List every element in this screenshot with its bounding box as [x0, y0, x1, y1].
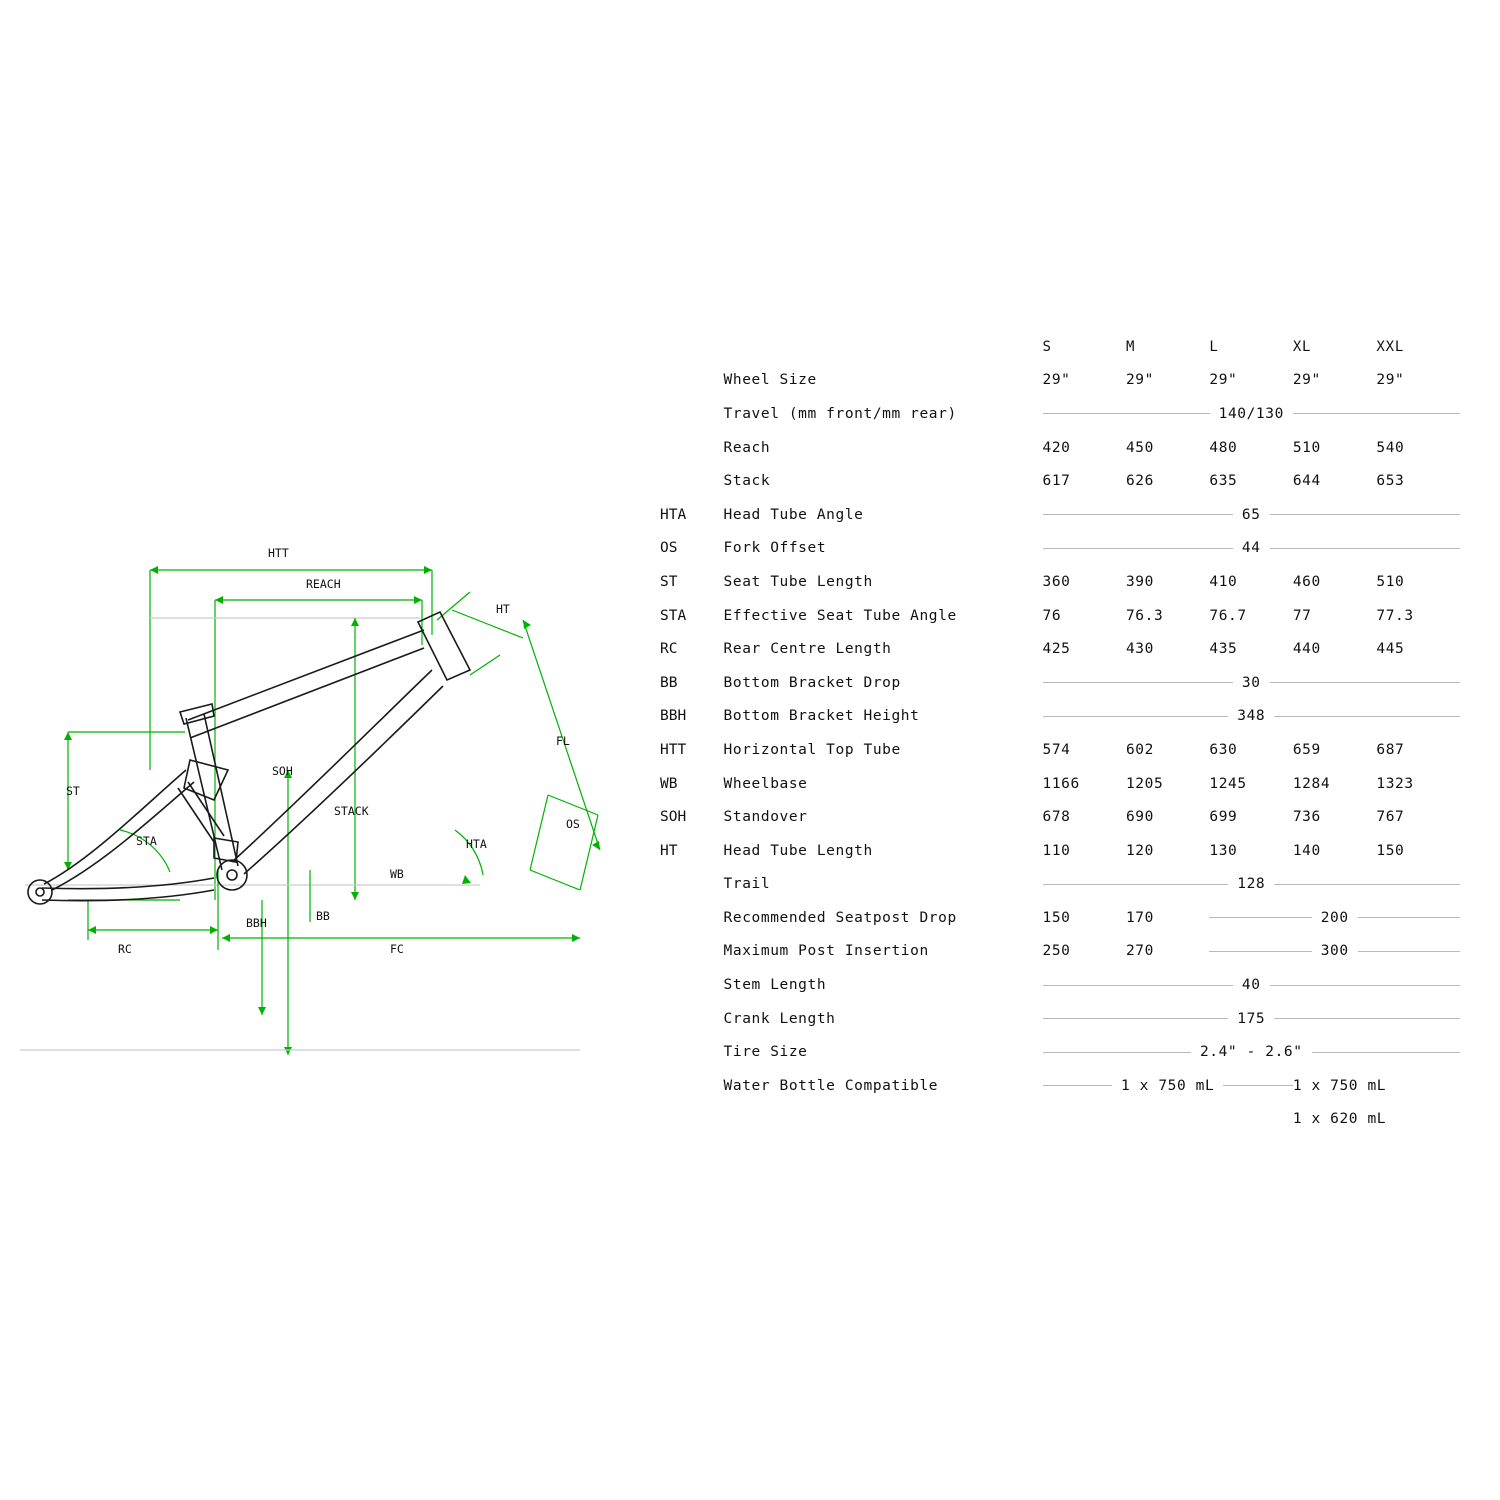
table-row — [660, 834, 1460, 868]
row-abbreviation: BB — [660, 674, 678, 691]
spanning-value: 128 — [1043, 868, 1460, 902]
table-row — [660, 431, 1460, 465]
callout-sta: STA — [136, 834, 157, 848]
callout-htt: HTT — [268, 546, 289, 560]
row-abbreviation — [660, 464, 724, 498]
cell-value: 630 — [1209, 741, 1238, 758]
cell-value: 130 — [1209, 842, 1238, 859]
row-label: Stack — [723, 473, 771, 490]
callout-reach: REACH — [306, 577, 341, 591]
callout-wb: WB — [390, 867, 404, 881]
callout-st: ST — [66, 784, 80, 798]
row-abbreviation: BBH — [660, 708, 687, 725]
spanning-value: 348 — [1043, 700, 1460, 734]
row-abbreviation — [660, 1002, 724, 1036]
row-label: Trail — [723, 876, 771, 893]
cell-value: 425 — [1042, 641, 1071, 658]
cell-value: 435 — [1209, 641, 1238, 658]
callout-bb: BB — [316, 909, 330, 923]
cell-value: 736 — [1292, 809, 1321, 826]
spanning-value: 140/130 — [1043, 397, 1460, 431]
row-label: Fork Offset — [723, 540, 827, 557]
row-label: Recommended Seatpost Drop — [723, 909, 957, 926]
row-abbreviation — [660, 1069, 724, 1103]
spanning-value: 1 x 750 mL — [1043, 1069, 1293, 1103]
row-label: Reach — [723, 439, 771, 456]
row-abbreviation — [660, 397, 724, 431]
row-abbreviation: WB — [660, 775, 678, 792]
callout-fl: FL — [556, 734, 570, 748]
row-label: Rear Centre Length — [723, 641, 892, 658]
table-row — [660, 800, 1460, 834]
cell-value: 1166 — [1042, 775, 1080, 792]
cell-value: 678 — [1042, 809, 1071, 826]
callout-soh: SOH — [272, 764, 293, 778]
geometry-table — [660, 330, 1460, 1136]
cell-value: 150 — [1376, 842, 1405, 859]
row-label: Standover — [723, 809, 808, 826]
callout-hta: HTA — [466, 837, 487, 851]
table-row — [660, 498, 1460, 532]
cell-value: 767 — [1376, 809, 1405, 826]
cell-value: 250 — [1042, 943, 1071, 960]
cell-value: 1245 — [1209, 775, 1247, 792]
cell-value: 653 — [1376, 473, 1405, 490]
row-label: Bottom Bracket Drop — [723, 674, 901, 691]
cell-value: 410 — [1209, 573, 1238, 590]
row-abbreviation — [660, 868, 724, 902]
row-label: Head Tube Angle — [723, 506, 864, 523]
row-abbreviation — [660, 901, 724, 935]
water-bottle-note: 1 x 620 mL — [1292, 1111, 1387, 1128]
cell-value: 76.7 — [1209, 607, 1247, 624]
row-abbreviation — [660, 431, 724, 465]
cell-value: 1205 — [1125, 775, 1164, 792]
row-label: Effective Seat Tube Angle — [723, 607, 957, 624]
cell-value: 635 — [1209, 473, 1238, 490]
table-row — [660, 868, 1460, 902]
row-label: Maximum Post Insertion — [723, 943, 929, 960]
size-header-xxl: XXL — [1376, 338, 1405, 355]
cell-value: 687 — [1376, 741, 1405, 758]
cell-value: 110 — [1042, 842, 1071, 859]
cell-value: 617 — [1042, 473, 1071, 490]
cell-value: 29" — [1042, 372, 1071, 389]
cell-value: 644 — [1292, 473, 1321, 490]
cell-value: 120 — [1125, 842, 1154, 859]
callout-ht: HT — [496, 602, 510, 616]
cell-value: 480 — [1209, 439, 1238, 456]
table-body — [660, 364, 1460, 1137]
cell-value: 76 — [1042, 607, 1062, 624]
table-row — [660, 700, 1460, 734]
table-row — [660, 935, 1460, 969]
row-label: Wheelbase — [723, 775, 808, 792]
geometry-spec-table — [660, 330, 1460, 1136]
table-row — [660, 532, 1460, 566]
row-abbreviation: SOH — [660, 809, 687, 826]
cell-value: 140 — [1292, 842, 1321, 859]
row-abbreviation — [660, 1103, 724, 1137]
cell-value: 150 — [1042, 909, 1071, 926]
cell-value: 29" — [1376, 372, 1405, 389]
callout-os: OS — [566, 817, 580, 831]
cell-value: 1323 — [1376, 775, 1414, 792]
row-abbreviation: RC — [660, 641, 678, 658]
cell-value: 170 — [1125, 909, 1154, 926]
cell-value: 690 — [1125, 809, 1154, 826]
spanning-value: 200 — [1209, 901, 1460, 935]
row-abbreviation: HTA — [660, 506, 687, 523]
cell-value: 440 — [1292, 641, 1321, 658]
callout-stack: STACK — [334, 804, 369, 818]
callout-rc: RC — [118, 942, 132, 956]
row-label: Bottom Bracket Height — [723, 708, 920, 725]
cell-value: 510 — [1376, 573, 1405, 590]
cell-value: 510 — [1292, 439, 1321, 456]
table-row — [660, 599, 1460, 633]
table-row — [660, 733, 1460, 767]
spanning-value: 40 — [1043, 968, 1460, 1002]
bike-geometry-diagram — [0, 470, 660, 1130]
table-row-note — [660, 1103, 1460, 1137]
table-row — [660, 364, 1460, 398]
table-row — [660, 632, 1460, 666]
table-row — [660, 666, 1460, 700]
row-abbreviation: OS — [660, 540, 678, 557]
row-label: Crank Length — [723, 1010, 836, 1027]
spanning-value: 30 — [1043, 666, 1460, 700]
table-row — [660, 1035, 1460, 1069]
cell-value: 460 — [1292, 573, 1321, 590]
spanning-value: 1 x 750 mL — [1292, 1077, 1387, 1094]
table-row — [660, 1069, 1460, 1103]
table-row — [660, 901, 1460, 935]
cell-value: 574 — [1042, 741, 1071, 758]
spanning-value: 175 — [1043, 1002, 1460, 1036]
row-abbreviation — [660, 968, 724, 1002]
cell-value: 77.3 — [1376, 607, 1414, 624]
cell-value: 1284 — [1292, 775, 1331, 792]
row-abbreviation — [660, 935, 724, 969]
cell-value: 445 — [1376, 641, 1405, 658]
table-row — [660, 464, 1460, 498]
cell-value: 699 — [1209, 809, 1238, 826]
row-abbreviation — [660, 364, 724, 398]
cell-value: 29" — [1125, 372, 1154, 389]
cell-value: 540 — [1376, 439, 1405, 456]
size-header-xl: XL — [1292, 338, 1312, 355]
size-header-m: M — [1125, 338, 1136, 355]
row-label: Water Bottle Compatible — [723, 1077, 939, 1094]
spanning-value: 2.4" - 2.6" — [1043, 1035, 1460, 1069]
cell-value: 390 — [1125, 573, 1154, 590]
cell-value: 430 — [1125, 641, 1154, 658]
table-row — [660, 397, 1460, 431]
row-label: Tire Size — [723, 1044, 808, 1061]
spanning-value: 44 — [1043, 532, 1460, 566]
cell-value: 76.3 — [1125, 607, 1164, 624]
empty-cell — [1043, 1103, 1293, 1137]
spanning-value: 65 — [1043, 498, 1460, 532]
row-abbreviation: HT — [660, 842, 678, 859]
header-abbr — [660, 330, 724, 364]
table-row — [660, 565, 1460, 599]
cell-value: 602 — [1125, 741, 1154, 758]
row-label: Travel (mm front/mm rear) — [723, 405, 957, 422]
table-row — [660, 767, 1460, 801]
callout-fc: FC — [390, 942, 404, 956]
row-abbreviation: ST — [660, 573, 678, 590]
row-label: Seat Tube Length — [723, 573, 873, 590]
row-abbreviation — [660, 1035, 724, 1069]
row-label: Stem Length — [723, 977, 827, 994]
cell-value: 270 — [1125, 943, 1154, 960]
spanning-value: 300 — [1209, 935, 1460, 969]
row-abbreviation: HTT — [660, 741, 687, 758]
row-label: Horizontal Top Tube — [723, 741, 901, 758]
cell-value: 626 — [1125, 473, 1154, 490]
size-header-l: L — [1209, 338, 1219, 355]
cell-value: 29" — [1209, 372, 1238, 389]
cell-value: 77 — [1292, 607, 1312, 624]
callout-bbh: BBH — [246, 916, 267, 930]
table-header-row — [660, 330, 1460, 364]
row-abbreviation: STA — [660, 607, 687, 624]
cell-value: 420 — [1042, 439, 1071, 456]
cell-value: 450 — [1125, 439, 1154, 456]
cell-value: 659 — [1292, 741, 1321, 758]
row-label — [724, 1103, 1043, 1137]
table-row — [660, 968, 1460, 1002]
row-label: Head Tube Length — [723, 842, 873, 859]
size-header-s: S — [1042, 338, 1052, 355]
table-row — [660, 1002, 1460, 1036]
cell-value: 360 — [1042, 573, 1071, 590]
header-label — [724, 330, 1043, 364]
row-label: Wheel Size — [723, 372, 817, 389]
cell-value: 29" — [1292, 372, 1321, 389]
